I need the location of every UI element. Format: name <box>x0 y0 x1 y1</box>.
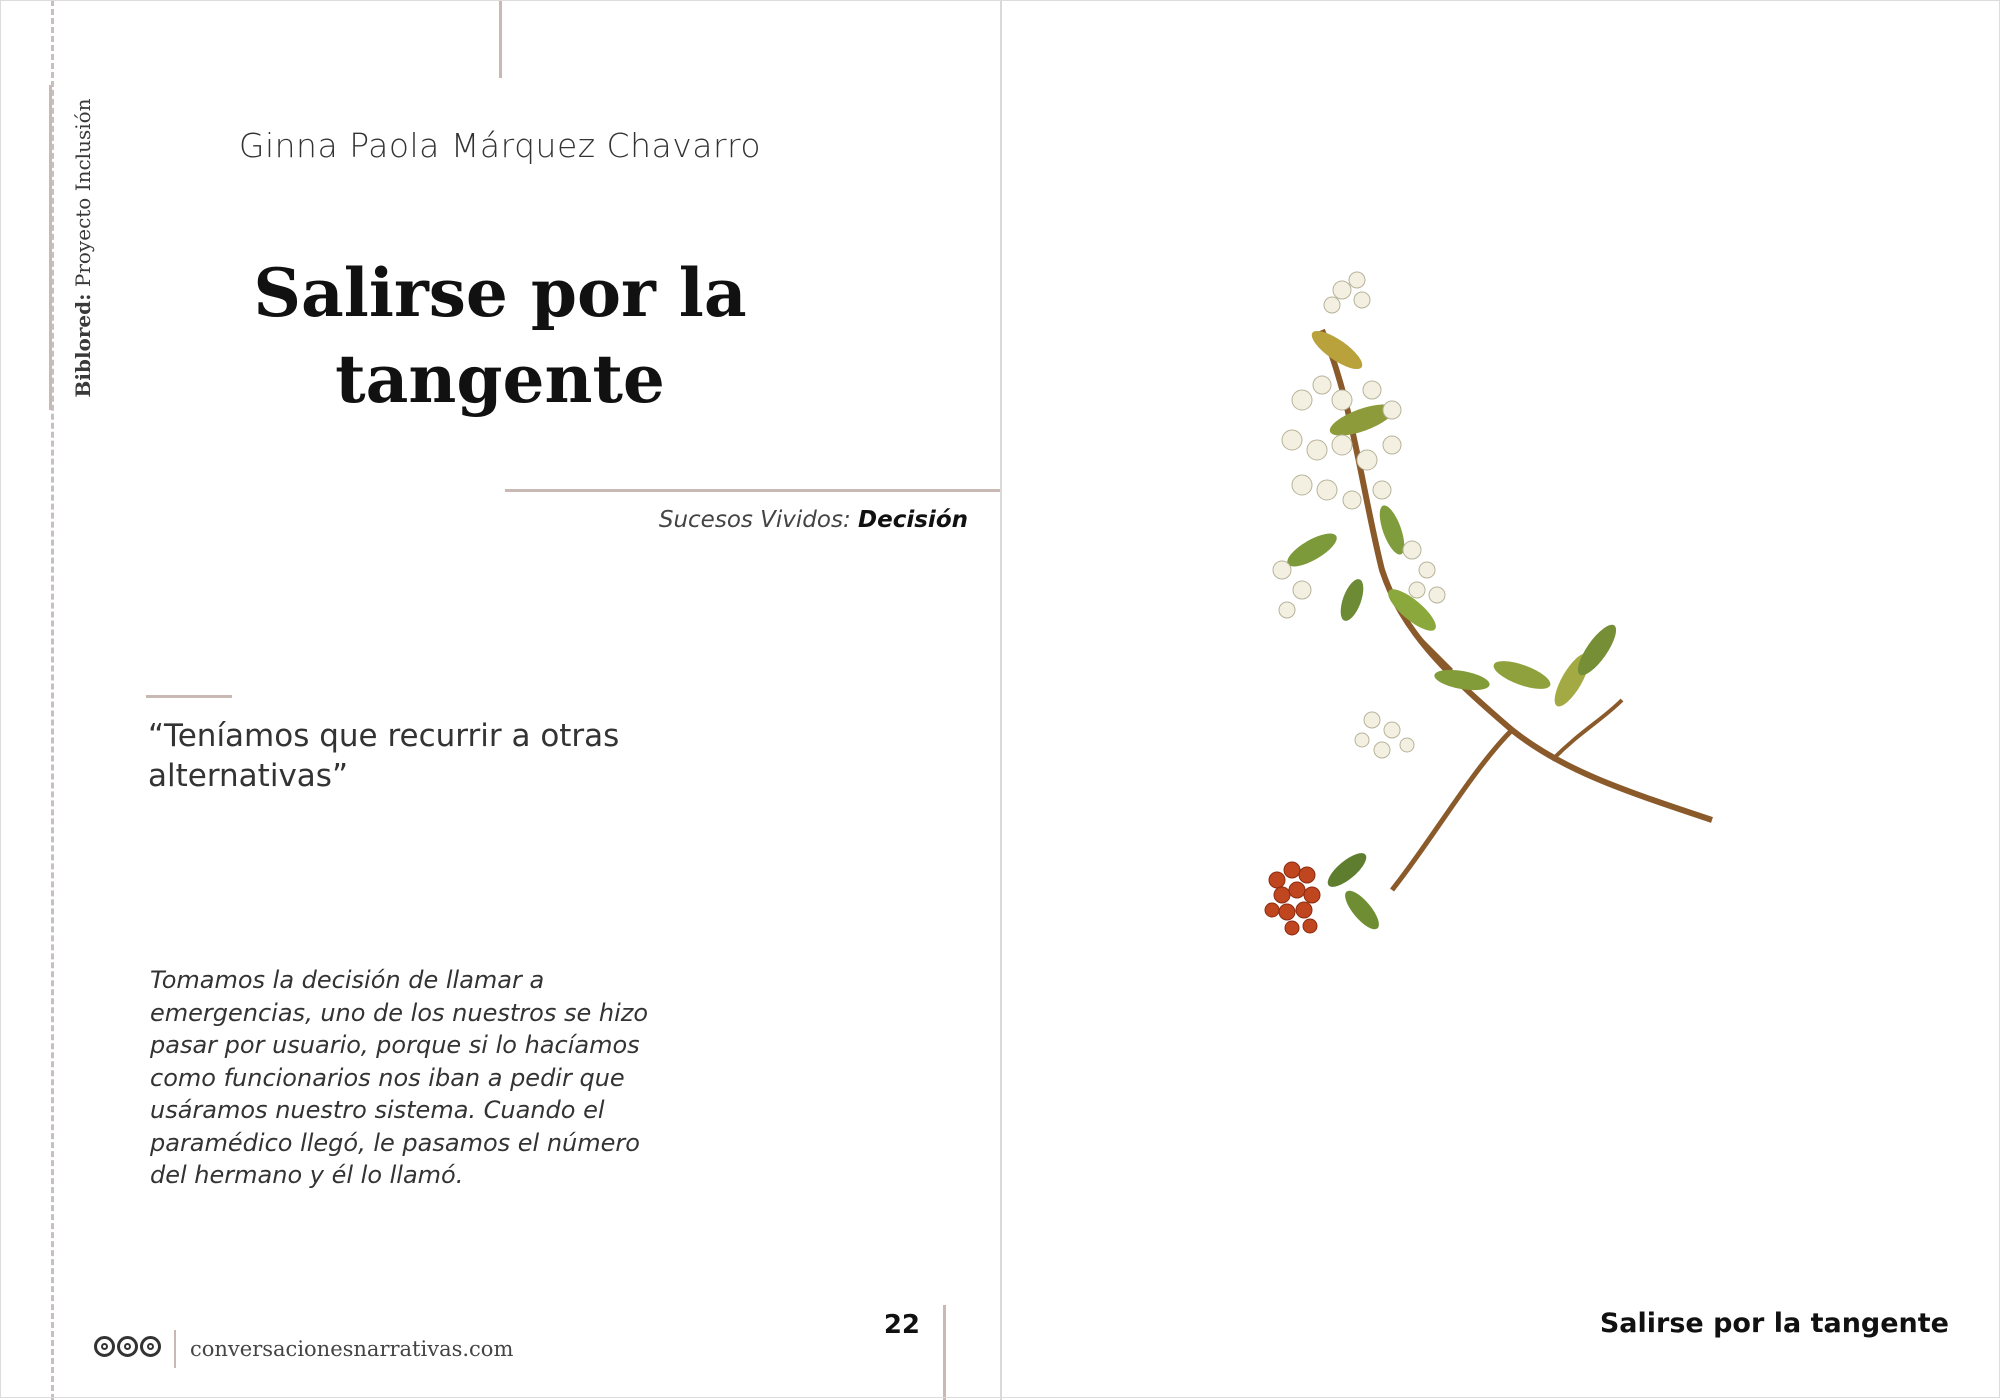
section-value: Decisión <box>858 507 968 533</box>
cc-by-icon <box>117 1336 138 1357</box>
pull-quote <box>148 716 668 796</box>
quote-rule <box>146 695 232 698</box>
section-rule <box>505 489 1000 492</box>
section-label <box>560 507 968 533</box>
top-rule <box>499 0 502 78</box>
right-page <box>1000 0 2000 1400</box>
cc-sa-icon <box>140 1336 161 1357</box>
side-label <box>71 98 95 398</box>
body-line: usáramos nuestro sistema. Cuando el <box>150 1096 605 1124</box>
body-line: Tomamos la decisión de llamar a <box>150 966 545 994</box>
page-number: 22 <box>883 1310 920 1340</box>
quote-line-2: alternativas” <box>148 758 349 794</box>
body-line: del hermano y él lo llamó. <box>150 1161 464 1189</box>
cc-license-icon <box>94 1336 115 1357</box>
flowering-branch-illustration <box>1242 250 1822 970</box>
body-line: pasar por usuario, porque si lo hacíamos <box>150 1031 640 1059</box>
title-line-1: Salirse por la <box>253 254 747 332</box>
side-accent-bar <box>49 85 52 410</box>
running-title: Salirse por la tangente <box>1599 1308 1949 1339</box>
author-name: Ginna Paola Márquez Chavarro <box>238 126 762 165</box>
side-label-bold: Biblored: <box>71 293 95 398</box>
body-line: emergencias, uno de los nuestros se hizo <box>150 998 649 1027</box>
license-icons <box>94 1336 161 1357</box>
footer-site-link[interactable]: conversacionesnarrativas.com <box>190 1337 514 1361</box>
section-prefix: Sucesos Vividos: <box>658 507 859 533</box>
footer-separator <box>174 1330 176 1368</box>
body-line: paramédico llegó, le pasamos el número <box>150 1128 640 1157</box>
title-line-2: tangente <box>335 340 665 418</box>
side-label-rest: Proyecto Inclusión <box>71 98 95 294</box>
story-title <box>190 250 810 422</box>
bottom-rule <box>943 1305 946 1400</box>
body-line: como funcionarios nos iban a pedir que <box>150 1063 625 1092</box>
quote-line-1: “Teníamos que recurrir a otras <box>148 718 620 754</box>
body-text <box>150 964 650 1192</box>
